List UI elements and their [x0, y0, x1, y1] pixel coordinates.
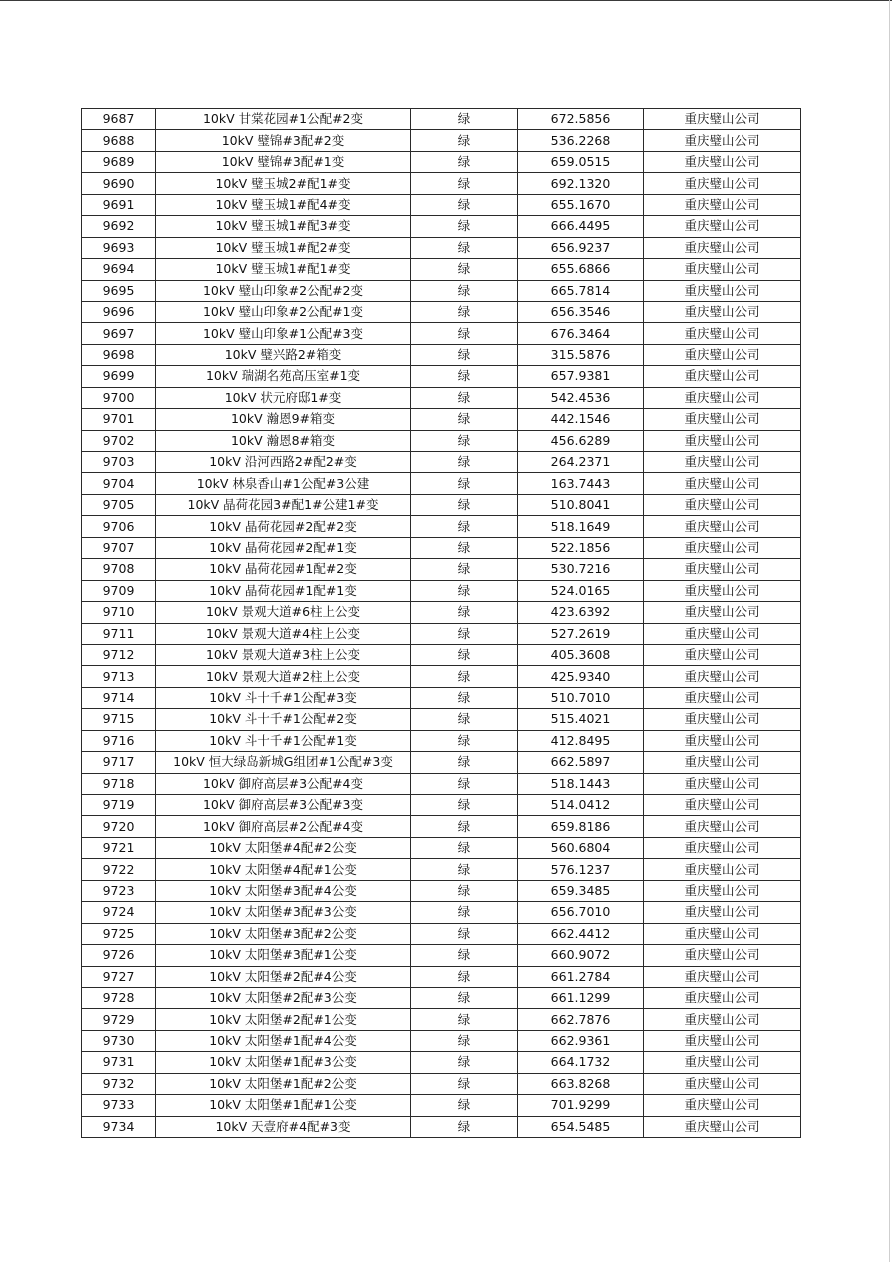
status-cell: 绿 [411, 216, 518, 237]
value-cell: 423.6392 [518, 602, 644, 623]
status-cell: 绿 [411, 773, 518, 794]
table-row [82, 323, 801, 344]
transformer-name-cell: 10kV 景观大道#3柱上公变 [156, 644, 411, 665]
table-row [82, 666, 801, 687]
transformer-name-cell: 10kV 晶荷花园3#配1#公建1#变 [156, 494, 411, 515]
status-cell: 绿 [411, 194, 518, 215]
transformer-name-cell: 10kV 璧锦#3配#1变 [156, 151, 411, 172]
company-cell: 重庆璧山公司 [644, 1116, 801, 1137]
value-cell: 264.2371 [518, 452, 644, 473]
transformer-name-cell: 10kV 太阳堡#3配#4公变 [156, 880, 411, 901]
value-cell: 660.9072 [518, 945, 644, 966]
table-row [82, 494, 801, 515]
status-cell: 绿 [411, 409, 518, 430]
value-cell: 659.0515 [518, 151, 644, 172]
table-row [82, 880, 801, 901]
row-number-cell: 9696 [82, 301, 156, 322]
transformer-name-cell: 10kV 璧玉城1#配1#变 [156, 259, 411, 280]
table-row [82, 773, 801, 794]
company-cell: 重庆璧山公司 [644, 109, 801, 130]
transformer-name-cell: 10kV 斗十千#1公配#1变 [156, 730, 411, 751]
company-cell: 重庆璧山公司 [644, 1073, 801, 1094]
company-cell: 重庆璧山公司 [644, 280, 801, 301]
company-cell: 重庆璧山公司 [644, 494, 801, 515]
transformer-name-cell: 10kV 太阳堡#3配#3公变 [156, 902, 411, 923]
transformer-name-cell: 10kV 晶荷花园#1配#2变 [156, 559, 411, 580]
company-cell: 重庆璧山公司 [644, 687, 801, 708]
transformer-name-cell: 10kV 景观大道#6柱上公变 [156, 602, 411, 623]
row-number-cell: 9718 [82, 773, 156, 794]
company-cell: 重庆璧山公司 [644, 259, 801, 280]
table-row [82, 344, 801, 365]
company-cell: 重庆璧山公司 [644, 987, 801, 1008]
status-cell: 绿 [411, 816, 518, 837]
company-cell: 重庆璧山公司 [644, 666, 801, 687]
value-cell: 515.4021 [518, 709, 644, 730]
company-cell: 重庆璧山公司 [644, 537, 801, 558]
status-cell: 绿 [411, 837, 518, 858]
row-number-cell: 9711 [82, 623, 156, 644]
transformer-name-cell: 10kV 御府高层#3公配#4变 [156, 773, 411, 794]
status-cell: 绿 [411, 709, 518, 730]
value-cell: 659.8186 [518, 816, 644, 837]
row-number-cell: 9691 [82, 194, 156, 215]
company-cell: 重庆璧山公司 [644, 516, 801, 537]
value-cell: 655.6866 [518, 259, 644, 280]
status-cell: 绿 [411, 602, 518, 623]
table-row [82, 537, 801, 558]
transformer-name-cell: 10kV 璧山印象#1公配#3变 [156, 323, 411, 344]
row-number-cell: 9729 [82, 1009, 156, 1030]
transformer-name-cell: 10kV 璧锦#3配#2变 [156, 130, 411, 151]
value-cell: 655.1670 [518, 194, 644, 215]
transformer-name-cell: 10kV 瑞湖名苑高压室#1变 [156, 366, 411, 387]
company-cell: 重庆璧山公司 [644, 1052, 801, 1073]
value-cell: 456.6289 [518, 430, 644, 451]
row-number-cell: 9714 [82, 687, 156, 708]
company-cell: 重庆璧山公司 [644, 773, 801, 794]
row-number-cell: 9727 [82, 966, 156, 987]
row-number-cell: 9731 [82, 1052, 156, 1073]
table-row [82, 259, 801, 280]
status-cell: 绿 [411, 752, 518, 773]
status-cell: 绿 [411, 430, 518, 451]
value-cell: 654.5485 [518, 1116, 644, 1137]
transformer-name-cell: 10kV 太阳堡#2配#3公变 [156, 987, 411, 1008]
transformer-name-cell: 10kV 太阳堡#1配#3公变 [156, 1052, 411, 1073]
transformer-name-cell: 10kV 璧山印象#2公配#2变 [156, 280, 411, 301]
value-cell: 661.1299 [518, 987, 644, 1008]
value-cell: 514.0412 [518, 795, 644, 816]
row-number-cell: 9699 [82, 366, 156, 387]
transformer-name-cell: 10kV 斗十千#1公配#3变 [156, 687, 411, 708]
table-row [82, 151, 801, 172]
transformer-name-cell: 10kV 太阳堡#2配#1公变 [156, 1009, 411, 1030]
value-cell: 662.5897 [518, 752, 644, 773]
status-cell: 绿 [411, 1095, 518, 1116]
transformer-name-cell: 10kV 璧兴路2#箱变 [156, 344, 411, 365]
value-cell: 692.1320 [518, 173, 644, 194]
value-cell: 676.3464 [518, 323, 644, 344]
status-cell: 绿 [411, 623, 518, 644]
table-row [82, 216, 801, 237]
status-cell: 绿 [411, 344, 518, 365]
status-cell: 绿 [411, 280, 518, 301]
table-row [82, 452, 801, 473]
transformer-name-cell: 10kV 太阳堡#3配#2公变 [156, 923, 411, 944]
row-number-cell: 9720 [82, 816, 156, 837]
company-cell: 重庆璧山公司 [644, 216, 801, 237]
status-cell: 绿 [411, 1073, 518, 1094]
table-row [82, 109, 801, 130]
transformer-name-cell: 10kV 景观大道#2柱上公变 [156, 666, 411, 687]
table-row [82, 1116, 801, 1137]
row-number-cell: 9733 [82, 1095, 156, 1116]
transformer-name-cell: 10kV 御府高层#3公配#3变 [156, 795, 411, 816]
table-row [82, 752, 801, 773]
value-cell: 518.1649 [518, 516, 644, 537]
status-cell: 绿 [411, 559, 518, 580]
company-cell: 重庆璧山公司 [644, 409, 801, 430]
table-row [82, 859, 801, 880]
transformer-name-cell: 10kV 太阳堡#2配#4公变 [156, 966, 411, 987]
transformer-name-cell: 10kV 状元府邸1#变 [156, 387, 411, 408]
table-row [82, 387, 801, 408]
table-row [82, 1009, 801, 1030]
table-row [82, 409, 801, 430]
table-row [82, 1030, 801, 1051]
status-cell: 绿 [411, 301, 518, 322]
status-cell: 绿 [411, 1116, 518, 1137]
row-number-cell: 9734 [82, 1116, 156, 1137]
value-cell: 664.1732 [518, 1052, 644, 1073]
row-number-cell: 9693 [82, 237, 156, 258]
table-row [82, 795, 801, 816]
page-top-border [0, 0, 892, 1]
value-cell: 315.5876 [518, 344, 644, 365]
row-number-cell: 9698 [82, 344, 156, 365]
transformer-name-cell: 10kV 太阳堡#1配#1公变 [156, 1095, 411, 1116]
row-number-cell: 9712 [82, 644, 156, 665]
status-cell: 绿 [411, 730, 518, 751]
value-cell: 656.7010 [518, 902, 644, 923]
status-cell: 绿 [411, 387, 518, 408]
transformer-name-cell: 10kV 瀚恩8#箱变 [156, 430, 411, 451]
status-cell: 绿 [411, 173, 518, 194]
company-cell: 重庆璧山公司 [644, 473, 801, 494]
row-number-cell: 9728 [82, 987, 156, 1008]
row-number-cell: 9715 [82, 709, 156, 730]
transformer-name-cell: 10kV 晶荷花园#1配#1变 [156, 580, 411, 601]
row-number-cell: 9716 [82, 730, 156, 751]
status-cell: 绿 [411, 151, 518, 172]
company-cell: 重庆璧山公司 [644, 452, 801, 473]
company-cell: 重庆璧山公司 [644, 1009, 801, 1030]
status-cell: 绿 [411, 366, 518, 387]
company-cell: 重庆璧山公司 [644, 323, 801, 344]
company-cell: 重庆璧山公司 [644, 580, 801, 601]
status-cell: 绿 [411, 966, 518, 987]
transformer-name-cell: 10kV 太阳堡#4配#1公变 [156, 859, 411, 880]
value-cell: 542.4536 [518, 387, 644, 408]
table-row [82, 173, 801, 194]
row-number-cell: 9730 [82, 1030, 156, 1051]
row-number-cell: 9723 [82, 880, 156, 901]
table-row [82, 945, 801, 966]
status-cell: 绿 [411, 987, 518, 1008]
value-cell: 536.2268 [518, 130, 644, 151]
company-cell: 重庆璧山公司 [644, 816, 801, 837]
status-cell: 绿 [411, 259, 518, 280]
transformer-name-cell: 10kV 甘棠花园#1公配#2变 [156, 109, 411, 130]
row-number-cell: 9700 [82, 387, 156, 408]
status-cell: 绿 [411, 580, 518, 601]
value-cell: 666.4495 [518, 216, 644, 237]
data-table [81, 108, 801, 1138]
value-cell: 530.7216 [518, 559, 644, 580]
company-cell: 重庆璧山公司 [644, 430, 801, 451]
value-cell: 662.7876 [518, 1009, 644, 1030]
company-cell: 重庆璧山公司 [644, 923, 801, 944]
transformer-name-cell: 10kV 太阳堡#1配#4公变 [156, 1030, 411, 1051]
transformer-name-cell: 10kV 晶荷花园#2配#2变 [156, 516, 411, 537]
value-cell: 163.7443 [518, 473, 644, 494]
status-cell: 绿 [411, 880, 518, 901]
transformer-name-cell: 10kV 太阳堡#4配#2公变 [156, 837, 411, 858]
table-body [82, 109, 801, 1138]
row-number-cell: 9702 [82, 430, 156, 451]
value-cell: 657.9381 [518, 366, 644, 387]
row-number-cell: 9707 [82, 537, 156, 558]
company-cell: 重庆璧山公司 [644, 366, 801, 387]
table-row [82, 709, 801, 730]
transformer-name-cell: 10kV 御府高层#2公配#4变 [156, 816, 411, 837]
status-cell: 绿 [411, 494, 518, 515]
table-row [82, 301, 801, 322]
status-cell: 绿 [411, 537, 518, 558]
row-number-cell: 9695 [82, 280, 156, 301]
status-cell: 绿 [411, 237, 518, 258]
company-cell: 重庆璧山公司 [644, 880, 801, 901]
value-cell: 412.8495 [518, 730, 644, 751]
company-cell: 重庆璧山公司 [644, 945, 801, 966]
status-cell: 绿 [411, 666, 518, 687]
transformer-name-cell: 10kV 璧玉城2#配1#变 [156, 173, 411, 194]
value-cell: 425.9340 [518, 666, 644, 687]
status-cell: 绿 [411, 945, 518, 966]
row-number-cell: 9687 [82, 109, 156, 130]
row-number-cell: 9719 [82, 795, 156, 816]
row-number-cell: 9717 [82, 752, 156, 773]
value-cell: 442.1546 [518, 409, 644, 430]
value-cell: 661.2784 [518, 966, 644, 987]
company-cell: 重庆璧山公司 [644, 194, 801, 215]
company-cell: 重庆璧山公司 [644, 837, 801, 858]
row-number-cell: 9725 [82, 923, 156, 944]
table-row [82, 130, 801, 151]
company-cell: 重庆璧山公司 [644, 344, 801, 365]
row-number-cell: 9692 [82, 216, 156, 237]
transformer-name-cell: 10kV 林泉香山#1公配#3公建 [156, 473, 411, 494]
value-cell: 527.2619 [518, 623, 644, 644]
transformer-name-cell: 10kV 沿河西路2#配2#变 [156, 452, 411, 473]
transformer-name-cell: 10kV 太阳堡#3配#1公变 [156, 945, 411, 966]
table-row [82, 816, 801, 837]
value-cell: 524.0165 [518, 580, 644, 601]
company-cell: 重庆璧山公司 [644, 795, 801, 816]
row-number-cell: 9724 [82, 902, 156, 923]
value-cell: 656.9237 [518, 237, 644, 258]
row-number-cell: 9690 [82, 173, 156, 194]
value-cell: 662.9361 [518, 1030, 644, 1051]
status-cell: 绿 [411, 1009, 518, 1030]
row-number-cell: 9732 [82, 1073, 156, 1094]
company-cell: 重庆璧山公司 [644, 859, 801, 880]
status-cell: 绿 [411, 130, 518, 151]
table-row [82, 1052, 801, 1073]
table-row [82, 687, 801, 708]
value-cell: 656.3546 [518, 301, 644, 322]
company-cell: 重庆璧山公司 [644, 602, 801, 623]
status-cell: 绿 [411, 795, 518, 816]
table-row [82, 237, 801, 258]
table-row [82, 966, 801, 987]
row-number-cell: 9708 [82, 559, 156, 580]
company-cell: 重庆璧山公司 [644, 902, 801, 923]
company-cell: 重庆璧山公司 [644, 173, 801, 194]
status-cell: 绿 [411, 1052, 518, 1073]
company-cell: 重庆璧山公司 [644, 1095, 801, 1116]
company-cell: 重庆璧山公司 [644, 730, 801, 751]
value-cell: 510.8041 [518, 494, 644, 515]
row-number-cell: 9697 [82, 323, 156, 344]
transformer-name-cell: 10kV 斗十千#1公配#2变 [156, 709, 411, 730]
transformer-name-cell: 10kV 天壹府#4配#3变 [156, 1116, 411, 1137]
status-cell: 绿 [411, 323, 518, 344]
table-row [82, 280, 801, 301]
value-cell: 510.7010 [518, 687, 644, 708]
row-number-cell: 9704 [82, 473, 156, 494]
transformer-name-cell: 10kV 璧玉城1#配4#变 [156, 194, 411, 215]
status-cell: 绿 [411, 859, 518, 880]
table-row [82, 923, 801, 944]
value-cell: 576.1237 [518, 859, 644, 880]
table-row [82, 837, 801, 858]
status-cell: 绿 [411, 687, 518, 708]
row-number-cell: 9701 [82, 409, 156, 430]
table-row [82, 987, 801, 1008]
transformer-name-cell: 10kV 景观大道#4柱上公变 [156, 623, 411, 644]
status-cell: 绿 [411, 452, 518, 473]
status-cell: 绿 [411, 644, 518, 665]
table-row [82, 194, 801, 215]
company-cell: 重庆璧山公司 [644, 709, 801, 730]
value-cell: 518.1443 [518, 773, 644, 794]
company-cell: 重庆璧山公司 [644, 130, 801, 151]
status-cell: 绿 [411, 1030, 518, 1051]
row-number-cell: 9710 [82, 602, 156, 623]
company-cell: 重庆璧山公司 [644, 1030, 801, 1051]
transformer-name-cell: 10kV 璧玉城1#配2#变 [156, 237, 411, 258]
row-number-cell: 9688 [82, 130, 156, 151]
company-cell: 重庆璧山公司 [644, 237, 801, 258]
value-cell: 672.5856 [518, 109, 644, 130]
table-row [82, 430, 801, 451]
table-row [82, 1095, 801, 1116]
page-right-edge [889, 0, 890, 1262]
row-number-cell: 9709 [82, 580, 156, 601]
status-cell: 绿 [411, 473, 518, 494]
table-row [82, 602, 801, 623]
company-cell: 重庆璧山公司 [644, 559, 801, 580]
table-row [82, 1073, 801, 1094]
value-cell: 701.9299 [518, 1095, 644, 1116]
table-row [82, 516, 801, 537]
value-cell: 663.8268 [518, 1073, 644, 1094]
table-row [82, 366, 801, 387]
company-cell: 重庆璧山公司 [644, 623, 801, 644]
table-row [82, 559, 801, 580]
table-row [82, 730, 801, 751]
transformer-name-cell: 10kV 瀚恩9#箱变 [156, 409, 411, 430]
table-row [82, 580, 801, 601]
table-row [82, 902, 801, 923]
row-number-cell: 9713 [82, 666, 156, 687]
table-row [82, 623, 801, 644]
row-number-cell: 9721 [82, 837, 156, 858]
transformer-name-cell: 10kV 璧山印象#2公配#1变 [156, 301, 411, 322]
row-number-cell: 9726 [82, 945, 156, 966]
value-cell: 405.3608 [518, 644, 644, 665]
transformer-name-cell: 10kV 晶荷花园#2配#1变 [156, 537, 411, 558]
table-row [82, 473, 801, 494]
value-cell: 662.4412 [518, 923, 644, 944]
status-cell: 绿 [411, 109, 518, 130]
transformer-name-cell: 10kV 太阳堡#1配#2公变 [156, 1073, 411, 1094]
company-cell: 重庆璧山公司 [644, 301, 801, 322]
value-cell: 659.3485 [518, 880, 644, 901]
value-cell: 522.1856 [518, 537, 644, 558]
value-cell: 665.7814 [518, 280, 644, 301]
transformer-name-cell: 10kV 恒大绿岛新城G组团#1公配#3变 [156, 752, 411, 773]
row-number-cell: 9689 [82, 151, 156, 172]
company-cell: 重庆璧山公司 [644, 966, 801, 987]
row-number-cell: 9706 [82, 516, 156, 537]
company-cell: 重庆璧山公司 [644, 644, 801, 665]
transformer-name-cell: 10kV 璧玉城1#配3#变 [156, 216, 411, 237]
status-cell: 绿 [411, 902, 518, 923]
status-cell: 绿 [411, 923, 518, 944]
company-cell: 重庆璧山公司 [644, 151, 801, 172]
row-number-cell: 9694 [82, 259, 156, 280]
table-row [82, 644, 801, 665]
row-number-cell: 9703 [82, 452, 156, 473]
status-cell: 绿 [411, 516, 518, 537]
row-number-cell: 9705 [82, 494, 156, 515]
company-cell: 重庆璧山公司 [644, 752, 801, 773]
value-cell: 560.6804 [518, 837, 644, 858]
company-cell: 重庆璧山公司 [644, 387, 801, 408]
row-number-cell: 9722 [82, 859, 156, 880]
